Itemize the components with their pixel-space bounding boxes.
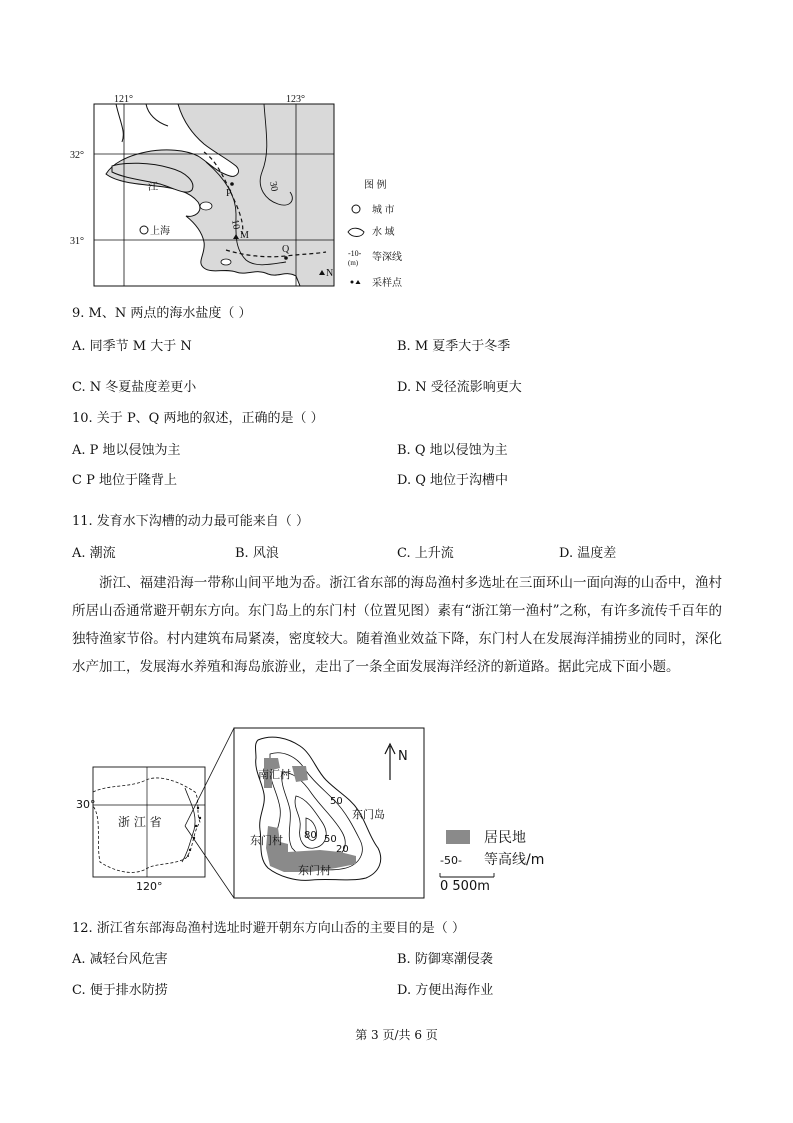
city-legend-icon — [352, 205, 360, 213]
question-12-option-b[interactable]: B. 防御寒潮侵袭 — [397, 952, 493, 967]
legend-water: 水 域 — [372, 227, 395, 238]
point-label-m: M — [240, 230, 249, 241]
question-10-option-b[interactable]: B. Q 地以侵蚀为主 — [397, 443, 508, 458]
page-footer: 第 3 页/共 6 页 — [355, 1028, 438, 1042]
legend-city: 城 市 — [372, 205, 395, 216]
question-9-option-b[interactable]: B. M 夏季大于冬季 — [397, 339, 511, 354]
legend-residential: 居民地 — [484, 830, 526, 846]
contour-label-30: 30 — [267, 180, 280, 193]
village-label-nanhui: 南汇村 — [258, 768, 291, 781]
lon-label-121: 121° — [114, 94, 133, 105]
village-label-dongmen-1: 东门村 — [250, 834, 283, 847]
question-11-stem: 11. 发育水下沟槽的动力最可能来自（ ） — [72, 514, 309, 529]
legend-contour: 等高线/m — [484, 852, 545, 868]
legend-contour-sample: -10- — [348, 249, 362, 258]
question-12-option-d[interactable]: D. 方便出海作业 — [397, 983, 494, 998]
question-10-option-d[interactable]: D. Q 地位于沟槽中 — [397, 473, 509, 488]
question-9-stem: 9. M、N 两点的海水盐度（ ） — [72, 306, 252, 321]
question-11-option-a[interactable]: A. 潮流 — [72, 546, 116, 561]
sample-point-legend-icon — [351, 281, 354, 284]
lat-label-32: 32° — [70, 150, 84, 161]
point-label-q: Q — [282, 244, 290, 255]
question-11-option-c[interactable]: C. 上升流 — [397, 546, 454, 561]
question-10-option-c[interactable]: C P 地位于隆背上 — [72, 473, 177, 488]
north-label: N — [398, 749, 408, 764]
legend-contour-sample: -50- — [440, 854, 462, 867]
province-label: 浙 江 省 — [118, 815, 162, 829]
question-12-option-c[interactable]: C. 便于排水防捞 — [72, 983, 168, 998]
legend-scale: 0 500m — [440, 879, 490, 894]
question-10-stem: 10. 关于 P、Q 两地的叙述，正确的是（ ） — [72, 411, 324, 426]
river-label: 江 — [148, 182, 158, 193]
reading-passage: 浙江、福建沿海一带称山间平地为岙。浙江省东部的海岛渔村多选址在三面环山一面向海的山岙中，渔村所居山岙通常避开朝东方向。东门岛上的东门村（位置见图）素有“浙江第一渔村”之称，有许多流传千百年的独特渔家节俗。村内建筑布局紧凑，密度较大。随着渔业效益下降，东门村人在发展海洋捕捞业的同时，深化水产加工，发展海水养殖和海岛旅游业，走出了一条全面发展海洋经济的新道路。据此完成下面小题。 — [72, 575, 722, 675]
question-10-option-a[interactable]: A. P 地以侵蚀为主 — [72, 443, 181, 458]
contour-label-10: 10 — [229, 218, 242, 231]
island-label: 东门岛 — [352, 808, 385, 821]
question-9-option-a[interactable]: A. 同季节 M 大于 N — [72, 339, 192, 354]
contour-label-50b: 50 — [324, 834, 337, 845]
contour-label-20: 20 — [336, 844, 349, 855]
lat-label-31: 31° — [70, 236, 84, 247]
residential-legend-swatch — [446, 830, 470, 844]
question-9-option-c[interactable]: C. N 冬夏盐度差更小 — [72, 380, 197, 395]
question-11-option-b[interactable]: B. 风浪 — [235, 546, 279, 561]
legend-contour-unit: (m) — [348, 259, 359, 267]
point-label-p: P — [226, 188, 232, 199]
city-label-shanghai: 上海 — [150, 226, 170, 237]
point-label-n: N — [326, 268, 334, 279]
water-legend-icon — [348, 228, 364, 236]
question-12-option-a[interactable]: A. 减轻台风危害 — [72, 952, 168, 967]
question-9-option-d[interactable]: D. N 受径流影响更大 — [397, 380, 522, 395]
question-11-option-d[interactable]: D. 温度差 — [559, 546, 617, 561]
question-12-stem: 12. 浙江省东部海岛渔村选址时避开朝东方向山岙的主要目的是（ ） — [72, 921, 465, 936]
legend-sample: 采样点 — [372, 278, 402, 289]
estuary-map — [70, 92, 416, 292]
lon-label-123: 123° — [286, 94, 305, 105]
contour-label-50a: 50 — [330, 796, 343, 807]
legend-contour: 等深线 — [372, 252, 402, 263]
locator-lon-label: 120° — [136, 880, 163, 893]
contour-label-80: 80 — [304, 830, 317, 841]
locator-lat-label: 30° — [76, 798, 96, 811]
sample-triangle-legend-icon — [356, 280, 361, 284]
legend-title: 图 例 — [364, 180, 387, 191]
dongmen-island-map — [60, 722, 580, 902]
village-label-dongmen-2: 东门村 — [298, 864, 331, 877]
